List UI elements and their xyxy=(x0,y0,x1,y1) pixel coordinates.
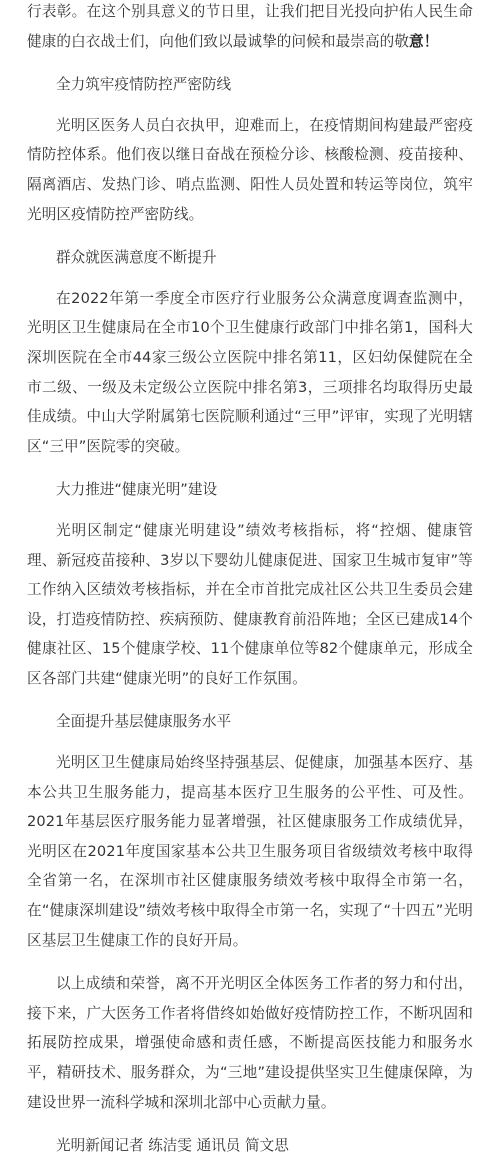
article-body xyxy=(27,0,473,1161)
byline: 光明新闻记者 练洁雯 通讯员 简文思 xyxy=(56,1137,289,1155)
section-paragraph-epidemic: 光明区医务人员白衣执甲，迎难而上，在疫情期间构建最严密疫情防控体系。他们夜以继日奋战在预检分诊、核酸检测、疫苗接种、隔离酒店、发热门诊、哨点监测、阳性人员处置和转运等岗位，筑牢光明区疫情防控严密防线。 xyxy=(27,116,473,223)
intro-emphasis: 意！ xyxy=(409,32,439,50)
section-paragraph-healthy-guangming: 光明区制定“健康光明建设”绩效考核指标，将“控烟、健康管理、新冠疫苗接种、3岁以下婴幼儿健康促进、国家卫生城市复审”等工作纳入区绩效考核指标，并在全市首批完成社区公共卫生委员会建设，打造疫情防控、疾病预防、健康教育前沿阵地；全区已建成14个健康社区、15个健康学校、11个健康单位等82个健康单元，形成全区各部门共建“健康光明”的良好工作氛围。 xyxy=(27,521,473,687)
section-heading-primary-care: 全面提升基层健康服务水平 xyxy=(56,713,232,731)
section-paragraph-primary-care: 光明区卫生健康局始终坚持强基层、促健康，加强基本医疗、基本公共卫生服务能力，提高基本医疗卫生服务的公平性、可及性。2021年基层医疗服务能力显著增强，社区健康服务工作成绩优异，光明区在2021年度国家基本公共卫生服务项目省级绩效考核中取得全省第一名，在深圳市社区健康服务绩效考核中取得全市第一名，在“健康深圳建设”绩效考核中取得全市第一名，实现了“十四五”光明区基层卫生健康工作的良好开局。 xyxy=(27,754,473,949)
intro-text: 行表彰。在这个别具意义的节日里，让我们把目光投向护佑人民生命健康的白衣战士们，向他们致以最诚挚的问候和最崇高的敬 xyxy=(27,3,473,50)
intro-paragraph xyxy=(27,0,473,56)
section-heading-epidemic: 全力筑牢疫情防控严密防线 xyxy=(56,76,232,94)
closing-paragraph: 以上成绩和荣誉，离不开光明区全体医务工作者的努力和付出，接下来，广大医务工作者将借终如始做好疫情防控工作，不断巩固和拓展防控成果，增强使命感和责任感，不断提高医技能力和服务水平，精研技术、服务群众，为“三地”建设提供坚实卫生健康保障，为建设世界一流科学城和深圳北部中心贡献力量。 xyxy=(27,975,473,1111)
section-paragraph-satisfaction: 在2022年第一季度全市医疗行业服务公众满意度调查监测中，光明区卫生健康局在全市10个卫生健康行政部门中排名第1，国科大深圳医院在全市44家三级公立医院中排名第11，区妇幼保健院在全市二级、一级及未定级公立医院中排名第3，三项排名均取得历史最佳成绩。中山大学附属第七医院顺利通过“三甲”评审，实现了光明辖区“三甲”医院零的突破。 xyxy=(27,289,473,455)
section-heading-satisfaction: 群众就医满意度不断提升 xyxy=(56,249,217,267)
section-heading-healthy-guangming: 大力推进“健康光明”建设 xyxy=(56,481,218,499)
